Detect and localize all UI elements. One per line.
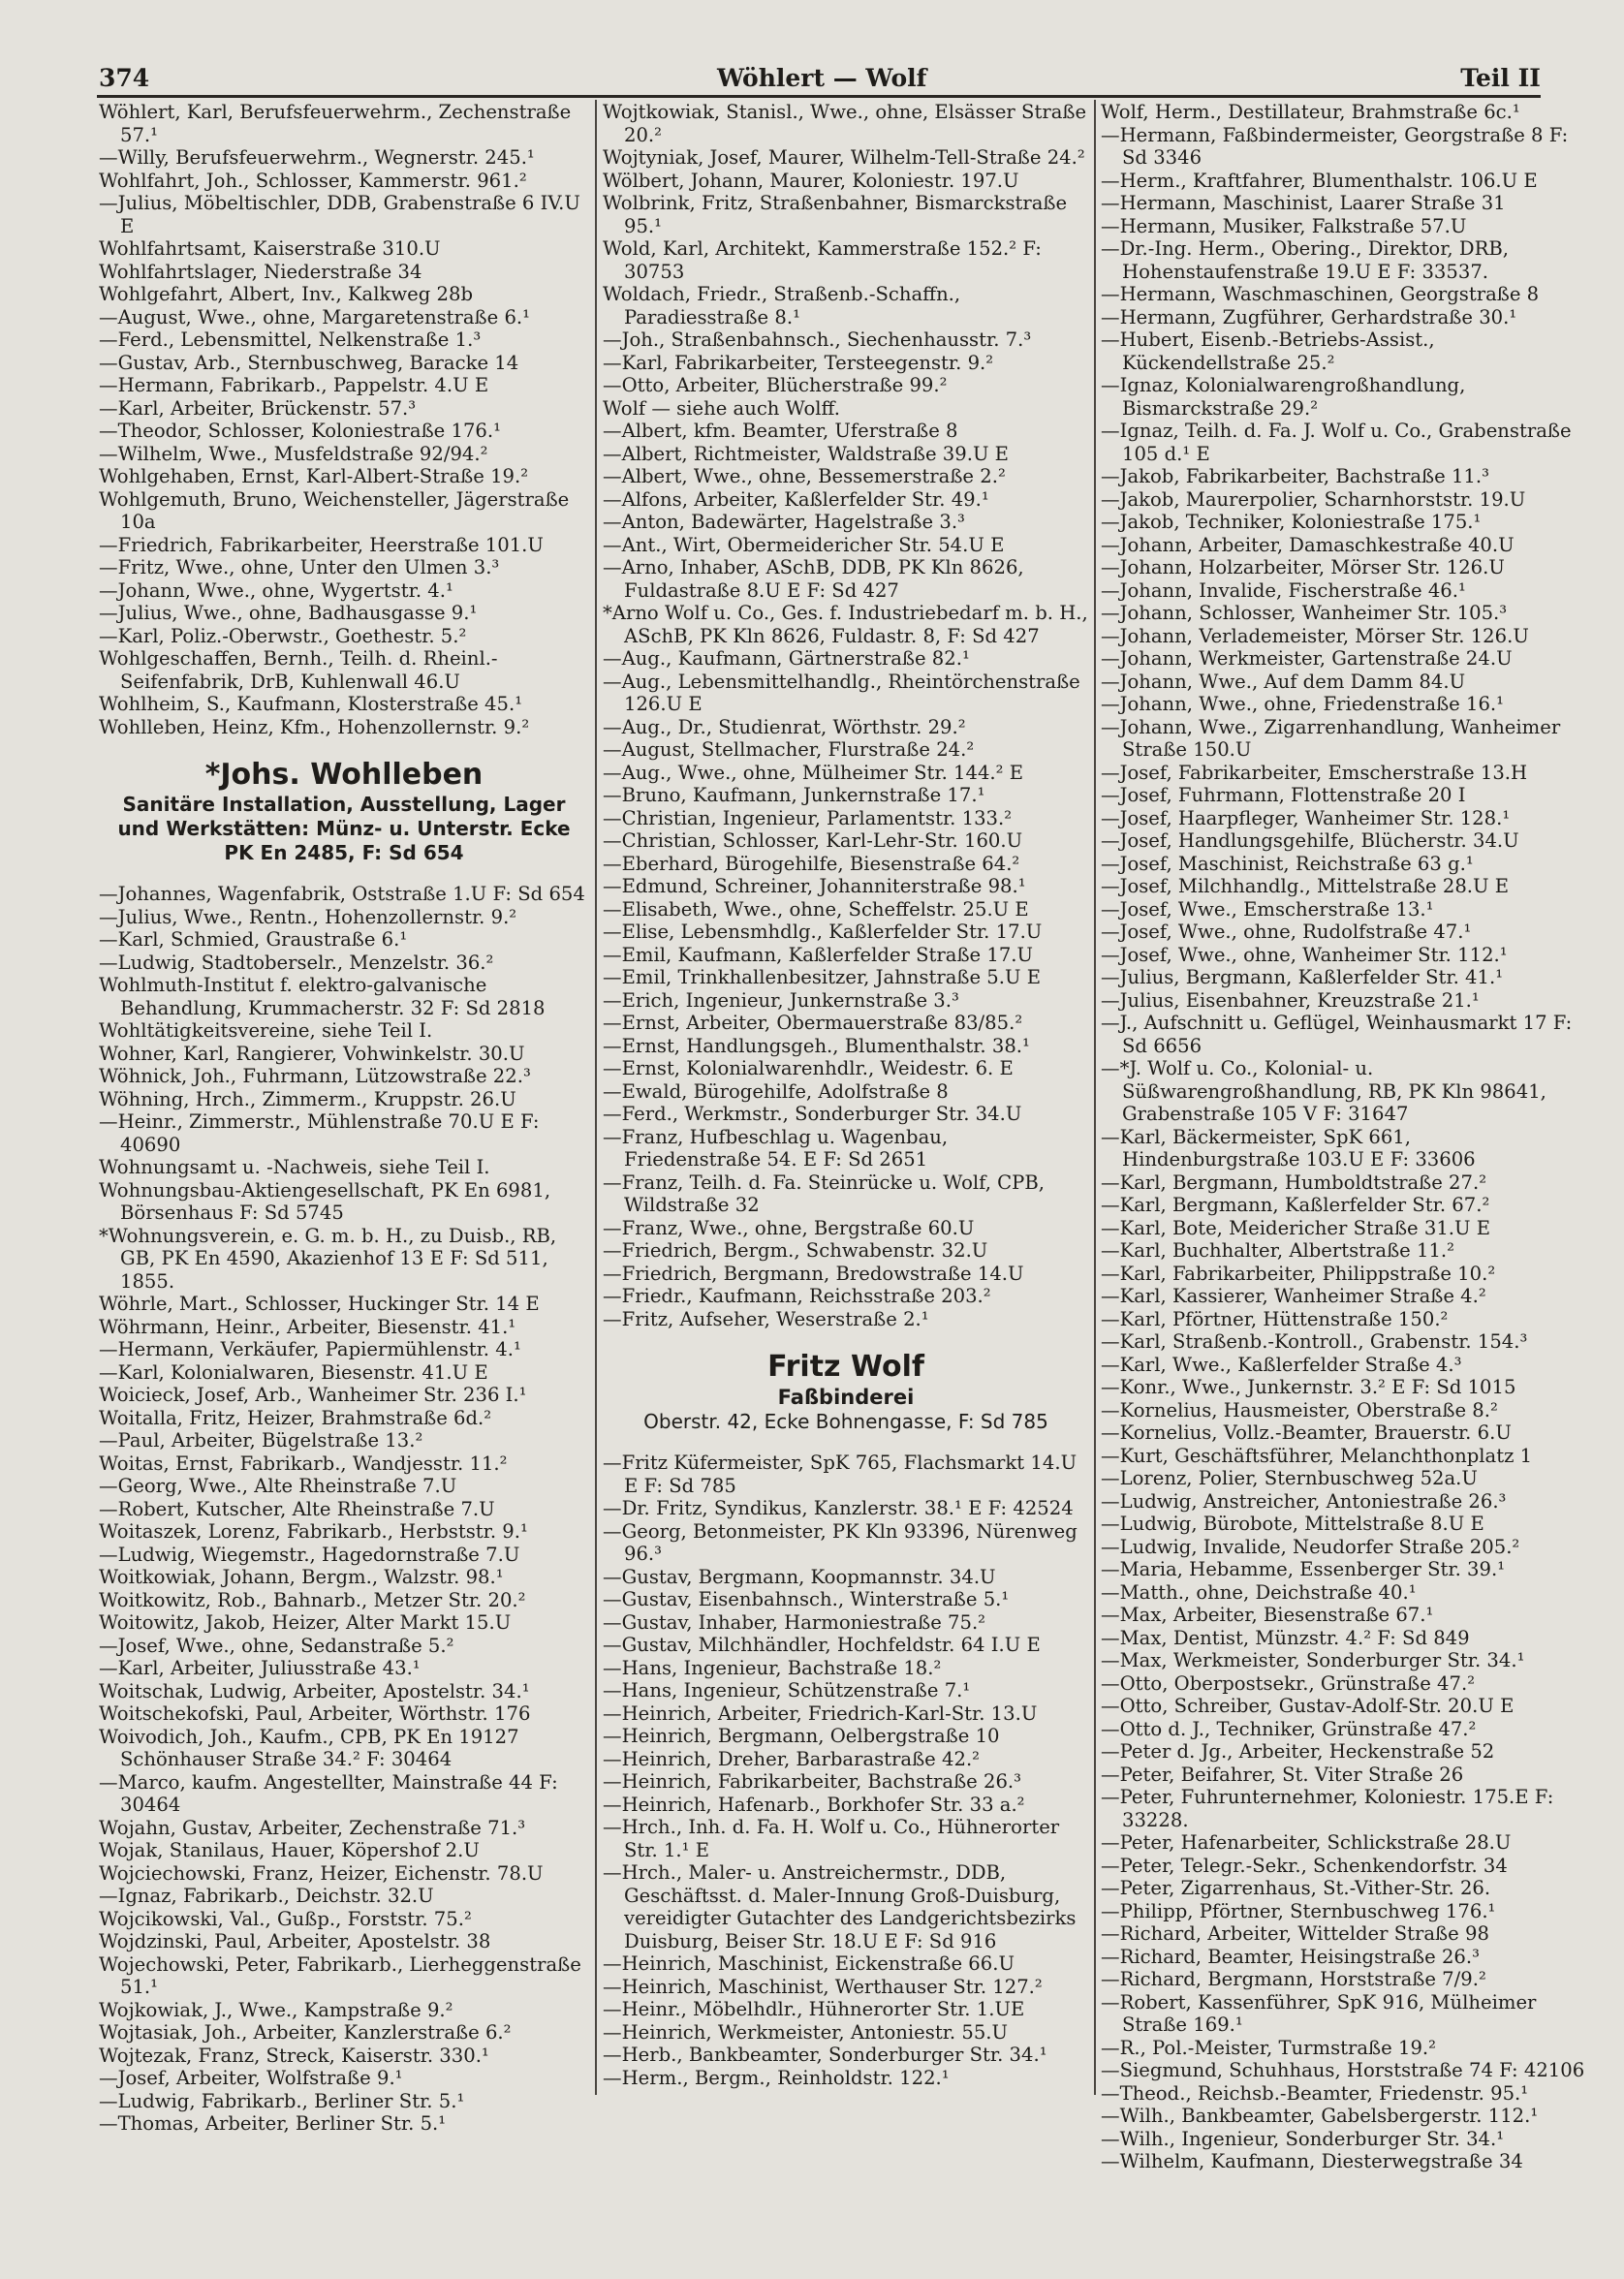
directory-entry: —Friedrich, Bergm., Schwabenstr. 32.U (603, 1239, 988, 1262)
ad-subtitle: Faßbinderei (777, 1386, 915, 1409)
directory-entry: —Wilhelm, Wwe., Musfeldstraße 92/94.² (99, 442, 488, 465)
directory-entry: —Fritz, Aufseher, Weserstraße 2.¹ (603, 1307, 929, 1330)
directory-entry: —Ludwig, Fabrikarb., Berliner Str. 5.¹ (99, 2089, 465, 2112)
directory-entry: —Julius, Bergmann, Kaßlerfelder Str. 41.¹ (1101, 966, 1504, 988)
directory-entry: —Gustav, Milchhändler, Hochfeldstr. 64 I.U E (603, 1634, 1041, 1656)
directory-entry: Wohltätigkeitsvereine, siehe Teil I. (99, 1019, 433, 1042)
directory-entry: —Peter, Fuhrunternehmer, Koloniestr. 175.E F: 33228. (1101, 1786, 1554, 1831)
directory-entry: Wöhrle, Mart., Schlosser, Huckinger Str. 14 E (99, 1293, 540, 1315)
directory-entry: —Josef, Arbeiter, Wolfstraße 9.¹ (99, 2067, 403, 2089)
directory-entry: —Fritz Küfermeister, SpK 765, Flachsmarkt 14.U E F: Sd 785 (603, 1452, 1077, 1497)
directory-entry: —Jakob, Maurerpolier, Scharnhorststr. 19.U (1101, 487, 1526, 511)
directory-entry: —Ignaz, Teilh. d. Fa. J. Wolf u. Co., Grabenstraße 105 d.¹ E (1101, 420, 1572, 465)
directory-entry: Wolf — siehe auch Wolff. (603, 396, 840, 420)
directory-entry: —Josef, Fuhrmann, Flottenstraße 20 I (1101, 784, 1466, 806)
directory-entry: —Franz, Wwe., ohne, Bergstraße 60.U (603, 1216, 975, 1239)
directory-entry: —Max, Arbeiter, Biesenstraße 67.¹ (1101, 1604, 1434, 1626)
directory-entry: —Friedr., Kaufmann, Reichsstraße 203.² (603, 1285, 991, 1307)
directory-entry: —Georg, Wwe., Alte Rheinstraße 7.U (99, 1475, 457, 1497)
directory-entry: —Gustav, Bergmann, Koopmannstr. 34.U (603, 1565, 996, 1588)
directory-entry: —August, Wwe., ohne, Margaretenstraße 6.¹ (99, 305, 531, 328)
directory-entry: *Wohnungsverein, e. G. m. b. H., zu Duisb., RB, GB, PK En 4590, Akazienhof 13 E F: Sd 511, 1855. (99, 1224, 557, 1293)
directory-entry: —Konr., Wwe., Junkernstr. 3.² E F: Sd 1015 (1101, 1376, 1516, 1398)
ad-line: und Werkstätten: Münz- u. Unterstr. Ecke (117, 817, 571, 840)
directory-entry: —Albert, Richtmeister, Waldstraße 39.U E (603, 442, 1009, 465)
directory-entry: —Hermann, Faßbindermeister, Georgstraße 8 F: Sd 3346 (1101, 123, 1569, 169)
directory-entry: Wohner, Karl, Rangierer, Vohwinkelstr. 30.U (99, 1042, 525, 1065)
directory-entry: —Theod., Reichsb.-Beamter, Friedenstr. 95.¹ (1101, 2081, 1529, 2105)
directory-entry: Wohnungsamt u. -Nachweis, siehe Teil I. (99, 1156, 490, 1178)
directory-entry: —Karl, Poliz.-Oberwstr., Goethestr. 5.² (99, 624, 467, 647)
directory-entry: —Karl, Bergmann, Kaßlerfelder Str. 67.² (1101, 1194, 1490, 1216)
directory-entry: —Friedrich, Bergmann, Bredowstraße 14.U (603, 1262, 1024, 1285)
directory-entry: —Heinrich, Fabrikarbeiter, Bachstraße 26.³ (603, 1770, 1022, 1793)
directory-entry: —Karl, Arbeiter, Juliusstraße 43.¹ (99, 1657, 421, 1679)
directory-entry: —Heinrich, Bergmann, Oelbergstraße 10 (603, 1725, 1000, 1747)
directory-entry: —Kornelius, Vollz.-Beamter, Brauerstr. 6.U (1101, 1421, 1512, 1444)
directory-entry: —Erich, Ingenieur, Junkernstraße 3.³ (603, 988, 959, 1012)
directory-entry: —Heinrich, Werkmeister, Antoniestr. 55.U (603, 2020, 1009, 2044)
directory-entry: —Albert, kfm. Beamter, Uferstraße 8 (603, 420, 958, 442)
advertisement (603, 1350, 1089, 1434)
directory-entry: —Wilhelm, Kaufmann, Diesterwegstraße 34 (1101, 2150, 1523, 2172)
directory-entry: —Karl, Schmied, Graustraße 6.¹ (99, 928, 408, 951)
column-3 (1101, 101, 1585, 2184)
directory-entry: —Anton, Badewärter, Hagelstraße 3.³ (603, 511, 965, 533)
directory-entry: —Karl, Bergmann, Humboldtstraße 27.² (1101, 1171, 1487, 1194)
directory-entry: Wojtyniak, Josef, Maurer, Wilhelm-Tell-Straße 24.² (603, 146, 1085, 169)
directory-entry: —Otto d. J., Techniker, Grünstraße 47.² (1101, 1717, 1477, 1740)
directory-entry: —Gustav, Inhaber, Harmoniestraße 75.² (603, 1610, 986, 1634)
directory-entry: —Fritz, Wwe., ohne, Unter den Ulmen 3.³ (99, 556, 500, 578)
header-rule (97, 95, 1541, 98)
directory-entry: —Richard, Arbeiter, Wittelder Straße 98 (1101, 1922, 1489, 1945)
directory-entry: —Ernst, Kolonialwarenhdlr., Weidestr. 6. E (603, 1057, 1014, 1079)
directory-entry: —Julius, Eisenbahner, Kreuzstraße 21.¹ (1101, 988, 1480, 1012)
directory-entry: Wohlfahrt, Joh., Schlosser, Kammerstr. 961.² (99, 169, 527, 192)
directory-entry: Wöhning, Hrch., Zimmerm., Kruppstr. 26.U (99, 1087, 516, 1110)
directory-entry: —Johann, Werkmeister, Gartenstraße 24.U (1101, 647, 1513, 670)
directory-entry: Wohlfahrtsamt, Kaiserstraße 310.U (99, 237, 441, 260)
directory-entry: —Josef, Wwe., ohne, Sedanstraße 5.² (99, 1634, 454, 1657)
directory-entry: —Richard, Bergmann, Horststraße 7/9.² (1101, 1968, 1486, 1990)
directory-entry: —Josef, Maschinist, Reichstraße 63 g.¹ (1101, 852, 1474, 875)
directory-entry: —J., Aufschnitt u. Geflügel, Weinhausmarkt 17 F: Sd 6656 (1101, 1012, 1573, 1057)
directory-entry: —Hubert, Eisenb.-Betriebs-Assist., Kückendellstraße 25.² (1101, 328, 1435, 374)
directory-entry: —Heinr., Zimmerstr., Mühlenstraße 70.U E F: 40690 (99, 1110, 540, 1156)
directory-entry: —Hermann, Waschmaschinen, Georgstraße 8 (1101, 283, 1540, 305)
directory-entry: Wohlmuth-Institut f. elektro-galvanische Behandlung, Krummacherstr. 32 F: Sd 2818 (99, 974, 546, 1019)
directory-entry: —Emil, Kaufmann, Kaßlerfelder Straße 17.U (603, 943, 1034, 966)
directory-entry: —Otto, Arbeiter, Blücherstraße 99.² (603, 374, 948, 396)
directory-entry: —Franz, Teilh. d. Fa. Steinrücke u. Wolf, CPB, Wildstraße 32 (603, 1171, 1045, 1216)
directory-entry: —Ignaz, Kolonialwarengroßhandlung, Bismarckstraße 29.² (1101, 374, 1466, 420)
directory-entry: —Peter, Beifahrer, St. Viter Straße 26 (1101, 1763, 1464, 1786)
directory-entry: —Jakob, Techniker, Koloniestraße 175.¹ (1101, 511, 1482, 533)
directory-entry: Woitowitz, Jakob, Heizer, Alter Markt 15.U (99, 1611, 512, 1634)
directory-entry: Woitschekofski, Paul, Arbeiter, Wörthstr. 176 (99, 1702, 531, 1725)
directory-entry: Wohlfahrtslager, Niederstraße 34 (99, 260, 422, 283)
directory-entry: Wöhrmann, Heinr., Arbeiter, Biesenstr. 41.¹ (99, 1315, 516, 1338)
directory-entry: —Karl, Straßenb.-Kontroll., Grabenstr. 154.³ (1101, 1330, 1528, 1353)
directory-entry: —Karl, Wwe., Kaßlerfelder Straße 4.³ (1101, 1353, 1462, 1376)
directory-entry: Woitkowitz, Rob., Bahnarb., Metzer Str. 20.² (99, 1588, 526, 1611)
directory-entry: —Kurt, Geschäftsführer, Melanchthonplatz 1 (1101, 1444, 1533, 1467)
directory-entry: —Matth., ohne, Deichstraße 40.¹ (1101, 1580, 1417, 1604)
directory-entry: —Ignaz, Fabrikarb., Deichstr. 32.U (99, 1885, 434, 1907)
directory-entry: —Hermann, Maschinist, Laarer Straße 31 (1101, 192, 1506, 214)
directory-entry: —Hermann, Fabrikarb., Pappelstr. 4.U E (99, 374, 489, 396)
directory-entry: —Kornelius, Hausmeister, Oberstraße 8.² (1101, 1398, 1498, 1421)
directory-entry: —Aug., Kaufmann, Gärtnerstraße 82.¹ (603, 647, 970, 670)
directory-entry: Wohlgefahrt, Albert, Inv., Kalkweg 28b (99, 283, 473, 305)
directory-entry: Wojkowiak, J., Wwe., Kampstraße 9.² (99, 1998, 453, 2021)
directory-entry: Wohlheim, S., Kaufmann, Klosterstraße 45.¹ (99, 693, 523, 715)
directory-entry: —Friedrich, Fabrikarbeiter, Heerstraße 101.U (99, 533, 544, 556)
directory-entry: —Ludwig, Wiegemstr., Hagedornstraße 7.U (99, 1543, 520, 1566)
directory-entry: —Wilh., Bankbeamter, Gabelsbergerstr. 112.¹ (1101, 2105, 1539, 2127)
directory-entry: —Marco, kaufm. Angestellter, Mainstraße 44 F: 30464 (99, 1770, 558, 1816)
directory-entry: —Aug., Lebensmittelhandlg., Rheintörchenstraße 126.U E (603, 670, 1080, 715)
directory-entry: —Josef, Wwe., ohne, Rudolfstraße 47.¹ (1101, 921, 1472, 943)
directory-entry: —Karl, Kolonialwaren, Biesenstr. 41.U E (99, 1360, 488, 1384)
column-1 (99, 101, 589, 2184)
directory-entry: Woitschak, Ludwig, Arbeiter, Apostelstr. 34.¹ (99, 1679, 530, 1702)
directory-entry: —Willy, Berufsfeuerwehrm., Wegnerstr. 245.¹ (99, 146, 535, 169)
directory-entry: —Aug., Dr., Studienrat, Wörthstr. 29.² (603, 715, 966, 738)
directory-entry: —Thomas, Arbeiter, Berliner Str. 5.¹ (99, 2112, 447, 2135)
directory-entry: Woldach, Friedr., Straßenb.-Schaffn., Paradiesstraße 8.¹ (603, 283, 961, 328)
directory-entry: Woitas, Ernst, Fabrikarb., Wandjesstr. 11.² (99, 1452, 508, 1475)
directory-entry: —Josef, Wwe., Emscherstraße 13.¹ (1101, 897, 1434, 921)
ad-line: PK En 2485, F: Sd 654 (224, 841, 464, 864)
directory-entry: —Heinrich, Hafenarb., Borkhofer Str. 33 a.² (603, 1793, 1025, 1816)
directory-entry: —Emil, Trinkhallenbesitzer, Jahnstraße 5.U E (603, 966, 1042, 988)
directory-entry: —Karl, Pförtner, Hüttenstraße 150.² (1101, 1307, 1449, 1330)
directory-entry: —Robert, Kutscher, Alte Rheinstraße 7.U (99, 1497, 495, 1520)
column-divider (1094, 100, 1096, 2095)
directory-entry: —Johann, Verlademeister, Mörser Str. 126.U (1101, 624, 1529, 647)
directory-entry: —Josef, Handlungsgehilfe, Blücherstr. 34.U (1101, 829, 1519, 852)
directory-entry: —Johann, Arbeiter, Damaschkestraße 40.U (1101, 533, 1515, 556)
directory-entry: Wold, Karl, Architekt, Kammerstraße 152.² F: 30753 (603, 237, 1042, 283)
directory-entry: —Gustav, Arb., Sternbuschweg, Baracke 14 (99, 351, 519, 374)
directory-entry: —Josef, Fabrikarbeiter, Emscherstraße 13.H (1101, 761, 1528, 784)
directory-entry: —Ludwig, Stadtoberselr., Menzelstr. 36.² (99, 951, 494, 974)
directory-entry: —Heinrich, Maschinist, Eickenstraße 66.U (603, 1952, 1015, 1975)
directory-entry: —Hermann, Musiker, Falkstraße 57.U (1101, 214, 1467, 237)
directory-entry: —Maria, Hebamme, Essenberger Str. 39.¹ (1101, 1558, 1506, 1580)
directory-entry: Wojciechowski, Franz, Heizer, Eichenstr. 78.U (99, 1861, 544, 1885)
ad-title: *Johs. Wohlleben (204, 758, 484, 792)
directory-entry: Wölbert, Johann, Maurer, Koloniestr. 197.U (603, 169, 1019, 192)
directory-entry: —Hans, Ingenieur, Bachstraße 18.² (603, 1656, 942, 1679)
directory-entry: —Eberhard, Bürogehilfe, Biesenstraße 64.² (603, 852, 1020, 875)
directory-entry: —Herm., Bergm., Reinholdstr. 122.¹ (603, 2066, 950, 2089)
directory-entry: Woivodich, Joh., Kaufm., CPB, PK En 19127 Schönhauser Straße 34.² F: 30464 (99, 1725, 519, 1770)
directory-entry: —Ewald, Bürogehilfe, Adolfstraße 8 (603, 1079, 949, 1103)
directory-entry: —Ludwig, Anstreicher, Antoniestraße 26.³ (1101, 1489, 1507, 1513)
directory-entry: —Heinr., Möbelhdlr., Hühnerorter Str. 1.UE (603, 1998, 1025, 2020)
directory-entry: —Ernst, Handlungsgeh., Blumenthalstr. 38.¹ (603, 1034, 1030, 1057)
directory-entry: —Hermann, Verkäufer, Papiermühlenstr. 4.¹ (99, 1338, 521, 1360)
directory-entry: Wohlleben, Heinz, Kfm., Hohenzollernstr. 9.² (99, 715, 530, 738)
directory-entry: —Ferd., Werkmstr., Sonderburger Str. 34.U (603, 1103, 1022, 1125)
directory-entry: —Johannes, Wagenfabrik, Oststraße 1.U F: Sd 654 (99, 883, 585, 905)
directory-entry: —Dr.-Ing. Herm., Obering., Direktor, DRB, Hohenstaufenstraße 19.U E F: 33537. (1101, 237, 1509, 283)
directory-entry: Woicieck, Josef, Arb., Wanheimer Str. 236 I.¹ (99, 1384, 527, 1406)
directory-entry: —Hans, Ingenieur, Schützenstraße 7.¹ (603, 1679, 971, 1701)
directory-entry: Wöhlert, Karl, Berufsfeuerwehrm., Zechenstraße 57.¹ (99, 101, 572, 146)
directory-entry: —Max, Werkmeister, Sonderburger Str. 34.¹ (1101, 1649, 1525, 1671)
directory-entry: —Ernst, Arbeiter, Obermauerstraße 83/85.² (603, 1012, 1023, 1034)
directory-entry: —Georg, Betonmeister, PK Kln 93396, Nürenweg 96.³ (603, 1519, 1077, 1565)
directory-entry: —Hermann, Zugführer, Gerhardstraße 30.¹ (1101, 305, 1517, 328)
directory-entry: —Elise, Lebensmhdlg., Kaßlerfelder Str. 17.U (603, 921, 1043, 943)
directory-entry: Wojcikowski, Val., Gußp., Forststr. 75.² (99, 1907, 472, 1930)
directory-entry: —Joh., Straßenbahnsch., Siechenhausstr. 7.³ (603, 328, 1032, 351)
directory-entry: —Josef, Milchhandlg., Mittelstraße 28.U E (1101, 875, 1510, 897)
directory-entry: —Ludwig, Bürobote, Mittelstraße 8.U E (1101, 1513, 1484, 1535)
directory-entry: Wolf, Herm., Destillateur, Brahmstraße 6c.¹ (1101, 101, 1520, 123)
directory-entry: —Christian, Schlosser, Karl-Lehr-Str. 160.U (603, 829, 1023, 852)
directory-entry: —Ludwig, Invalide, Neudorfer Straße 205.² (1101, 1535, 1520, 1558)
advertisement (99, 758, 589, 865)
directory-entry: —Max, Dentist, Münzstr. 4.² F: Sd 849 (1101, 1626, 1470, 1649)
directory-entry: —Karl, Fabrikarbeiter, Tersteegenstr. 9.² (603, 351, 994, 374)
directory-entry: —Christian, Ingenieur, Parlamentstr. 133.² (603, 806, 1013, 829)
directory-entry: —Bruno, Kaufmann, Junkernstraße 17.¹ (603, 784, 985, 806)
directory-entry: Wojechowski, Peter, Fabrikarb., Lierheggenstraße 51.¹ (99, 1952, 581, 1998)
directory-entry: —Herb., Bankbeamter, Sonderburger Str. 34.¹ (603, 2044, 1047, 2066)
directory-entry: —Paul, Arbeiter, Bügelstraße 13.² (99, 1429, 423, 1452)
directory-entry: —Josef, Wwe., ohne, Wanheimer Str. 112.¹ (1101, 943, 1508, 966)
ad-title: Fritz Wolf (767, 1350, 924, 1384)
directory-entry: —Hrch., Maler- u. Anstreichermstr., DDB, Geschäftsst. d. Maler-Innung Groß-Duisburg, vereidigter Gutachter des Landgerichtsbezirks Duisburg, Beiser Str. 18.U E F: Sd 916 (603, 1861, 1077, 1952)
column-2 (603, 101, 1089, 2184)
directory-entry: —Alfons, Arbeiter, Kaßlerfelder Str. 49.¹ (603, 487, 989, 511)
directory-entry: Wojahn, Gustav, Arbeiter, Zechenstraße 71.³ (99, 1816, 526, 1839)
directory-entry: Wojdzinski, Paul, Arbeiter, Apostelstr. 38 (99, 1930, 491, 1952)
directory-entry: Wohnungsbau-Aktiengesellschaft, PK En 6981, Börsenhaus F: Sd 5745 (99, 1178, 551, 1224)
directory-entry: Woitalla, Fritz, Heizer, Brahmstraße 6d.² (99, 1406, 492, 1429)
directory-entry: —Siegmund, Schuhhaus, Horststraße 74 F: 42106 (1101, 2059, 1585, 2081)
directory-entry: —Julius, Wwe., Rentn., Hohenzollernstr. 9.² (99, 905, 517, 928)
directory-entry: —Ferd., Lebensmittel, Nelkenstraße 1.³ (99, 328, 482, 351)
directory-entry: —Julius, Wwe., ohne, Badhausgasse 9.¹ (99, 602, 478, 624)
directory-entry: —Peter, Zigarrenhaus, St.-Vither-Str. 26. (1101, 1877, 1491, 1899)
directory-entry: —Johann, Holzarbeiter, Mörser Str. 126.U (1101, 556, 1505, 578)
directory-entry: —Karl, Buchhalter, Albertstraße 11.² (1101, 1239, 1455, 1262)
directory-entry: —Heinrich, Arbeiter, Friedrich-Karl-Str. 13.U (603, 1701, 1038, 1725)
directory-entry: —Johann, Invalide, Fischerstraße 46.¹ (1101, 578, 1466, 602)
directory-entry: Woitaszek, Lorenz, Fabrikarb., Herbststr. 9.¹ (99, 1520, 528, 1543)
directory-entry: —Peter, Telegr.-Sekr., Schenkendorfstr. 34 (1101, 1854, 1508, 1877)
directory-entry: —Johann, Wwe., ohne, Friedenstraße 16.¹ (1101, 693, 1505, 715)
directory-entry: —Edmund, Schreiner, Johanniterstraße 98.¹ (603, 875, 1026, 897)
ad-line: Sanitäre Installation, Ausstellung, Lager (122, 793, 566, 816)
directory-entry: —Heinrich, Maschinist, Werthauser Str. 127.² (603, 1975, 1043, 1998)
directory-entry: —Otto, Schreiber, Gustav-Adolf-Str. 20.U E (1101, 1695, 1515, 1717)
directory-entry: —Josef, Haarpfleger, Wanheimer Str. 128.¹ (1101, 806, 1511, 829)
directory-entry: —Heinrich, Dreher, Barbarastraße 42.² (603, 1747, 981, 1770)
directory-entry: —Johann, Wwe., Auf dem Damm 84.U (1101, 670, 1466, 693)
directory-entry: —August, Stellmacher, Flurstraße 24.² (603, 738, 975, 761)
directory-entry: Wöhnick, Joh., Fuhrmann, Lützowstraße 22.³ (99, 1065, 531, 1087)
directory-entry: —Julius, Möbeltischler, DDB, Grabenstraße 6 IV.U E (99, 192, 580, 237)
directory-entry: —Karl, Bäckermeister, SpK 661, Hindenburgstraße 103.U E F: 33606 (1101, 1125, 1476, 1171)
directory-entry: —Gustav, Eisenbahnsch., Winterstraße 5.¹ (603, 1588, 1010, 1610)
directory-entry: —Peter d. Jg., Arbeiter, Heckenstraße 52 (1101, 1740, 1495, 1763)
directory-entry: —Otto, Oberpostsekr., Grünstraße 47.² (1101, 1671, 1476, 1695)
directory-entry: Wojtezak, Franz, Streck, Kaiserstr. 330.¹ (99, 2044, 489, 2067)
directory-entry: —*J. Wolf u. Co., Kolonial- u. Süßwarengroßhandlung, RB, PK Kln 98641, Grabenstraße 105 V F: 31647 (1101, 1057, 1546, 1125)
directory-entry: Woitkowiak, Johann, Bergm., Walzstr. 98.¹ (99, 1566, 504, 1588)
directory-entry: —R., Pol.-Meister, Turmstraße 19.² (1101, 2036, 1436, 2059)
page-number: 374 (99, 64, 150, 92)
directory-entry: —Johann, Wwe., ohne, Wygertstr. 4.¹ (99, 578, 453, 602)
directory-entry: Wohlgemuth, Bruno, Weichensteller, Jägerstraße 10a (99, 487, 570, 533)
directory-entry: —Johann, Schlosser, Wanheimer Str. 105.³ (1101, 602, 1508, 624)
directory-entry: —Ant., Wirt, Obermeidericher Str. 54.U E (603, 533, 1005, 556)
directory-entry: —Albert, Wwe., ohne, Bessemerstraße 2.² (603, 465, 1006, 487)
part-label: Teil II (1460, 64, 1541, 92)
directory-entry: —Karl, Bote, Meidericher Straße 31.U E (1101, 1216, 1491, 1239)
directory-entry: Wojtkowiak, Stanisl., Wwe., ohne, Elsässer Straße 20.² (603, 101, 1087, 146)
directory-entry: —Arno, Inhaber, ASchB, DDB, PK Kln 8626, Fuldastraße 8.U E F: Sd 427 (603, 556, 1024, 602)
directory-entry: —Dr. Fritz, Syndikus, Kanzlerstr. 38.¹ E F: 42524 (603, 1497, 1074, 1519)
directory-entry: —Karl, Kassierer, Wanheimer Straße 4.² (1101, 1285, 1486, 1307)
directory-entry: —Robert, Kassenführer, SpK 916, Mülheimer Straße 169.¹ (1101, 1990, 1537, 2036)
directory-entry: —Peter, Hafenarbeiter, Schlickstraße 28.U (1101, 1831, 1512, 1854)
directory-entry: —Wilh., Ingenieur, Sonderburger Str. 34.¹ (1101, 2127, 1505, 2150)
column-divider (595, 100, 597, 2095)
directory-entry: —Elisabeth, Wwe., ohne, Scheffelstr. 25.U E (603, 897, 1029, 921)
directory-entry: Wolbrink, Fritz, Straßenbahner, Bismarckstraße 95.¹ (603, 192, 1068, 237)
directory-entry: Wohlgehaben, Ernst, Karl-Albert-Straße 19.² (99, 465, 529, 487)
directory-entry: Wohlgeschaffen, Bernh., Teilh. d. Rheinl.-Seifenfabrik, DrB, Kuhlenwall 46.U (99, 647, 498, 693)
directory-entry: Wojak, Stanilaus, Hauer, Köpershof 2.U (99, 1839, 480, 1861)
directory-entry: —Herm., Kraftfahrer, Blumenthalstr. 106.U E (1101, 169, 1538, 192)
ad-address: Oberstr. 42, Ecke Bohnengasse, F: Sd 785 (643, 1410, 1048, 1433)
directory-entry: —Aug., Wwe., ohne, Mülheimer Str. 144.² E (603, 761, 1024, 784)
directory-entry: —Franz, Hufbeschlag u. Wagenbau, Friedenstraße 54. E F: Sd 2651 (603, 1125, 949, 1171)
directory-entry: —Theodor, Schlosser, Koloniestraße 176.¹ (99, 420, 501, 442)
directory-entry: —Karl, Arbeiter, Brückenstr. 57.³ (99, 396, 417, 420)
directory-entry: Wojtasiak, Joh., Arbeiter, Kanzlerstraße 6.² (99, 2021, 512, 2044)
directory-entry: —Hrch., Inh. d. Fa. H. Wolf u. Co., Hühnerorter Str. 1.¹ E (603, 1816, 1060, 1861)
directory-entry: —Karl, Fabrikarbeiter, Philippstraße 10.² (1101, 1262, 1496, 1285)
directory-entry: —Richard, Beamter, Heisingstraße 26.³ (1101, 1945, 1480, 1968)
running-head: Wöhlert — Wolf (717, 64, 927, 92)
directory-entry: —Jakob, Fabrikarbeiter, Bachstraße 11.³ (1101, 465, 1489, 487)
directory-entry: —Johann, Wwe., Zigarrenhandlung, Wanheimer Straße 150.U (1101, 715, 1561, 761)
directory-entry: *Arno Wolf u. Co., Ges. f. Industriebedarf m. b. H., ASchB, PK Kln 8626, Fuldastr. 8, F: Sd 427 (603, 602, 1088, 647)
directory-entry: —Lorenz, Polier, Sternbuschweg 52a.U (1101, 1467, 1478, 1489)
directory-entry: —Philipp, Pförtner, Sternbuschweg 176.¹ (1101, 1899, 1496, 1922)
